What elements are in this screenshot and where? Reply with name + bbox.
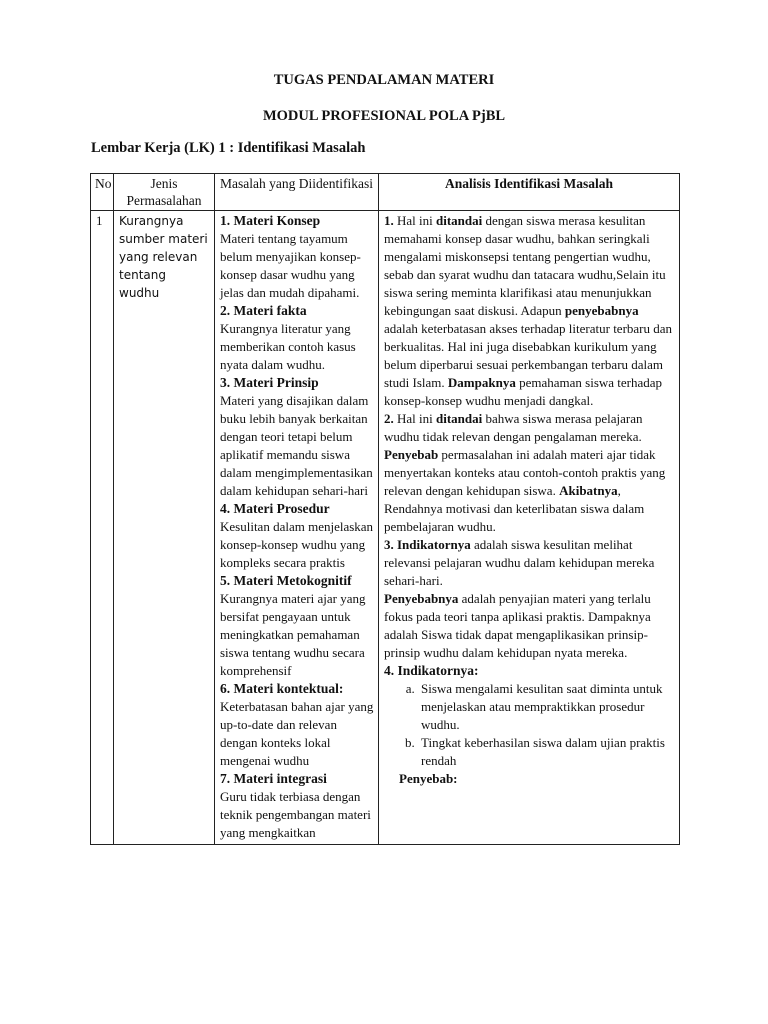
table-header-row (91, 174, 680, 211)
masalah-text: Materi tentang tayamum belum menyajikan konsep-konsep dasar wudhu yang jelas dan mudah dipahami. (220, 231, 361, 300)
header-analisis: Analisis Identifikasi Masalah (379, 174, 680, 211)
cell-analisis (379, 211, 680, 845)
identification-table (90, 173, 680, 845)
masalah-heading: 6. Materi kontektual: (220, 681, 344, 696)
analisis-point-2: 2. Hal ini ditandai bahwa siswa merasa pelajaran wudhu tidak relevan dengan pengalaman mereka. Penyebab permasalahan ini adalah materi ajar tidak menyertakan konteks atau contoh-contoh praktis yang relevan dengan kehidupan siswa. Akibatnya, Rendahnya motivasi dan keterlibatan siswa dalam pembelajaran wudhu. (384, 411, 666, 534)
masalah-item (220, 572, 374, 680)
analisis-point-1: 1. Hal ini ditandai dengan siswa merasa kesulitan memahami konsep dasar wudhu, bahkan seringkali mengalami miskonsepsi tentang pengertian wudhu, sebab dan syarat wudhu dan tatacara wudhu,Selain itu siswa sering meminta klarifikasi atau menunjukkan kebingungan saat diskusi. Adapun penyebabnya adalah keterbatasan akses terhadap literatur terbaru dan berkualitas. Hal ini juga disebabkan kurikulum yang belum diperbarui sesuai perkembangan terbaru dalam studi Islam. Dampaknya pemahaman siswa terhadap konsep-konsep wudhu menjadi dangkal. (384, 213, 673, 408)
document-title: TUGAS PENDALAMAN MATERI (273, 72, 495, 88)
list-item: a. Siswa mengalami kesulitan saat diminta untuk menjelaskan atau mempraktikkan prosedur wudhu. (418, 680, 675, 734)
header-no: No (91, 174, 114, 211)
point-number: 2. (384, 411, 394, 426)
cell-jenis: Kurangnya sumber materi yang relevan tentang wudhu (114, 211, 215, 845)
masalah-item (220, 212, 374, 302)
header-masalah: Masalah yang Diidentifikasi (215, 174, 379, 211)
masalah-text: Kesulitan dalam menjelaskan konsep-konsep wudhu yang kompleks secara praktis (220, 519, 374, 570)
masalah-item (220, 500, 374, 572)
masalah-text: Kurangnya literatur yang memberikan contoh kasus nyata dalam wudhu. (220, 321, 356, 372)
masalah-text: Materi yang disajikan dalam buku lebih banyak berkaitan dengan teori tetapi belum aplikatif memandu siswa dalam mengimplementasikan dalam kehidupan sehari-hari (220, 393, 373, 498)
masalah-heading: 5. Materi Metokognitif (220, 573, 352, 588)
masalah-item (220, 374, 374, 500)
point-4-heading: 4. Indikatornya: (384, 663, 479, 678)
indicator-list (384, 680, 675, 770)
point-number: 3. Indikatornya (384, 537, 471, 552)
masalah-heading: 4. Materi Prosedur (220, 501, 330, 516)
point-number: 1. (384, 213, 394, 228)
cell-no: 1 (91, 211, 114, 845)
penyebab-label: Penyebab: (399, 771, 458, 786)
table-row (91, 211, 680, 845)
masalah-heading: 3. Materi Prinsip (220, 375, 319, 390)
masalah-text: Kurangnya materi ajar yang bersifat pengayaan untuk meningkatkan pemahaman siswa tentang wudhu secara komprehensif (220, 591, 366, 678)
masalah-heading: 1. Materi Konsep (220, 213, 321, 228)
masalah-heading: 7. Materi integrasi (220, 771, 327, 786)
masalah-item (220, 302, 374, 374)
document-subtitle: MODUL PROFESIONAL POLA PjBL (262, 108, 506, 124)
list-item: b. Tingkat keberhasilan siswa dalam ujian praktis rendah (418, 734, 675, 770)
masalah-text: Keterbatasan bahan ajar yang up-to-date dan relevan dengan konteks lokal mengenai wudhu (220, 699, 374, 768)
worksheet-heading: Lembar Kerja (LK) 1 : Identifikasi Masalah (91, 140, 366, 156)
masalah-item (220, 680, 374, 770)
masalah-heading: 2. Materi fakta (220, 303, 307, 318)
analisis-point-3: 3. Indikatornya adalah siswa kesulitan melihat relevansi pelajaran wudhu dalam kehidupan mereka sehari-hari. Penyebabnya adalah penyajian materi yang terlalu fokus pada teori tanpa aplikasi praktis. Dampaknya adalah Siswa tidak dapat mengaplikasikan prinsip-prinsip wudhu dalam kehidupan nyata mereka. (384, 537, 655, 660)
analisis-point-4 (384, 662, 675, 788)
masalah-text: Guru tidak terbiasa dengan teknik pengembangan materi yang mengkaitkan (220, 789, 371, 840)
header-jenis: Jenis Permasalahan (114, 174, 215, 211)
masalah-item (220, 770, 374, 842)
cell-masalah (215, 211, 379, 845)
